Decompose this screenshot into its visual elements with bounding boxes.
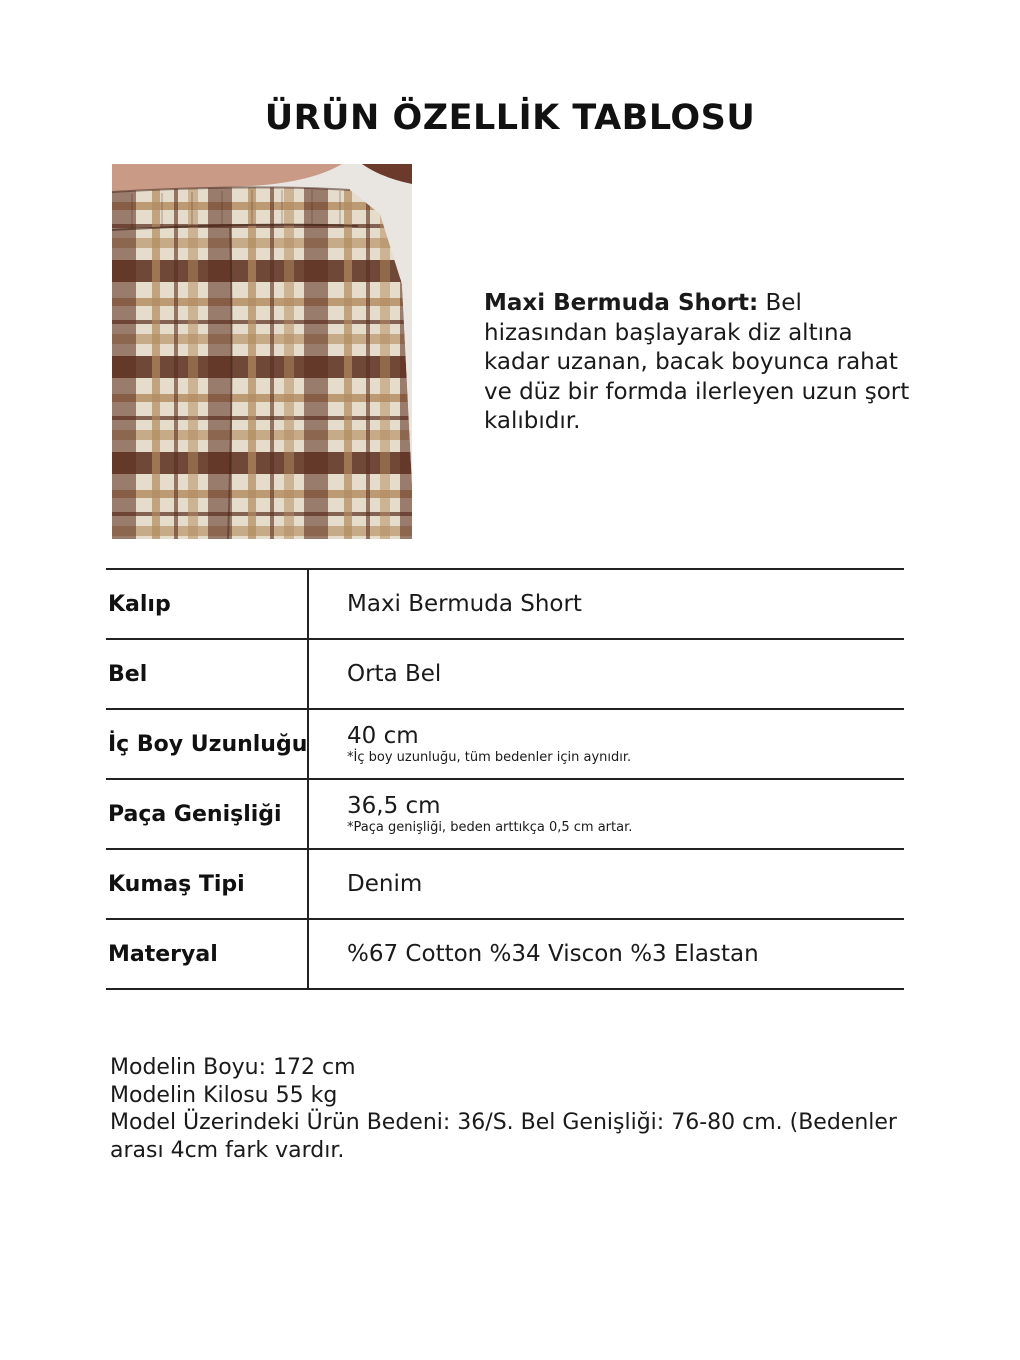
model-info bbox=[110, 1054, 910, 1164]
spec-value: Orta Bel bbox=[347, 661, 442, 687]
product-description bbox=[484, 289, 924, 437]
spec-note: *Paça genişliği, beden arttıkça 0,5 cm artar. bbox=[347, 820, 633, 835]
spec-row-ic-boy bbox=[106, 710, 904, 780]
spec-row-materyal bbox=[106, 920, 904, 990]
description-title: Maxi Bermuda Short: bbox=[484, 290, 759, 316]
spec-label: Kalıp bbox=[108, 591, 171, 617]
model-height: Modelin Boyu: 172 cm bbox=[110, 1055, 356, 1080]
spec-note: *İç boy uzunluğu, tüm bedenler için aynıdır. bbox=[347, 750, 632, 765]
page-title: ÜRÜN ÖZELLİK TABLOSU bbox=[264, 98, 756, 138]
spec-label: Paça Genişliği bbox=[108, 801, 282, 827]
column-divider bbox=[307, 710, 309, 780]
column-divider bbox=[307, 780, 309, 850]
spec-row-kumas bbox=[106, 850, 904, 920]
spec-table bbox=[106, 568, 904, 990]
column-divider bbox=[307, 850, 309, 920]
spec-row-paca bbox=[106, 780, 904, 850]
column-divider bbox=[307, 570, 309, 640]
spec-label: İç Boy Uzunluğu bbox=[108, 731, 308, 757]
spec-label: Kumaş Tipi bbox=[108, 871, 245, 897]
column-divider bbox=[307, 640, 309, 710]
spec-value: Denim bbox=[347, 871, 423, 897]
spec-value: 36,5 cm bbox=[347, 793, 441, 819]
spec-value: 40 cm bbox=[347, 723, 419, 749]
spec-label: Bel bbox=[108, 661, 148, 687]
spec-label: Materyal bbox=[108, 941, 218, 967]
product-photo bbox=[112, 164, 412, 539]
spec-row-kalip bbox=[106, 570, 904, 640]
model-size: Model Üzerindeki Ürün Bedeni: 36/S. Bel Genişliği: 76-80 cm. (Bedenler arası 4cm fark vardır. bbox=[110, 1110, 897, 1163]
spec-row-bel bbox=[106, 640, 904, 710]
spec-value: Maxi Bermuda Short bbox=[347, 591, 582, 617]
column-divider bbox=[307, 920, 309, 990]
model-weight: Modelin Kilosu 55 kg bbox=[110, 1082, 338, 1108]
spec-value: %67 Cotton %34 Viscon %3 Elastan bbox=[347, 941, 759, 967]
description-text: Bel hizasından başlayarak diz altına kadar uzanan, bacak boyunca rahat ve düz bir formda ilerleyen uzun şort kalıbıdır. bbox=[484, 290, 910, 434]
